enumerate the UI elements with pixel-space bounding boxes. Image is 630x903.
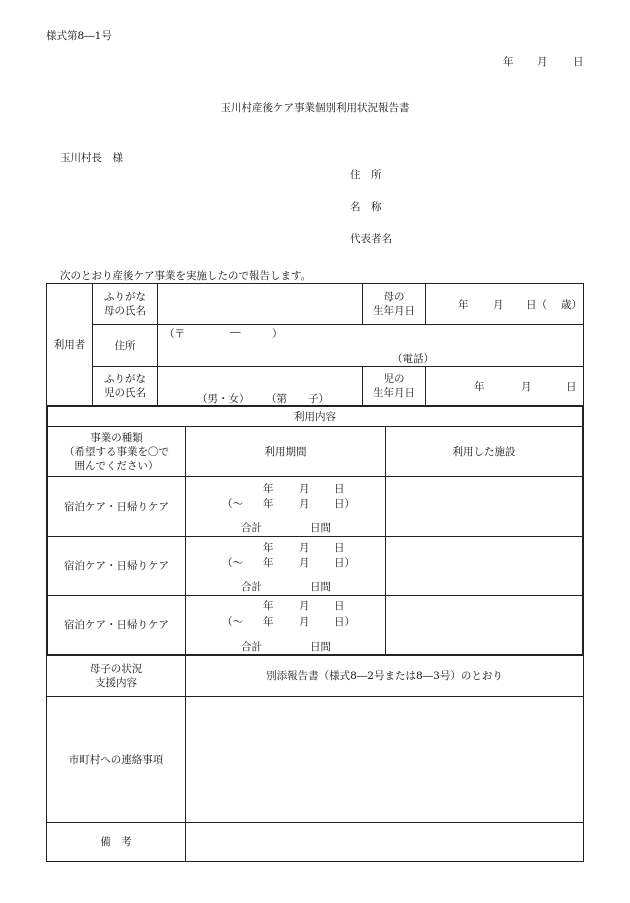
postal-dash: ― — [230, 326, 241, 338]
mother-dob-day: 日（ — [526, 299, 547, 311]
row-3-to-month: 月 — [299, 616, 310, 628]
row-2-tilde: （～ — [222, 557, 243, 569]
usage-header: 利用内容 — [294, 410, 336, 423]
row-1-to-month: 月 — [299, 498, 310, 510]
usage-row-2-type[interactable]: 宿泊ケア・日帰りケア — [64, 560, 169, 572]
document-title: 玉川村産後ケア事業個別利用状況報告書 — [220, 102, 410, 114]
row-3-to-day: 日） — [334, 616, 355, 628]
birth-order-open: （第 — [266, 393, 287, 405]
row-1-month: 月 — [299, 483, 310, 495]
row-1-days: 日間 — [310, 522, 331, 534]
contact-input[interactable] — [186, 697, 583, 822]
usage-col-type-2: （希望する事業を〇で — [64, 445, 169, 458]
child-dob-year: 年 — [474, 381, 485, 393]
mother-dob-label-2: 生年月日 — [373, 305, 415, 317]
contact-label: 市町村への連絡事項 — [68, 753, 164, 766]
phone-label: （電話） — [392, 353, 434, 365]
row-1-day: 日 — [334, 483, 345, 495]
addressee: 玉川村長 様 — [60, 152, 123, 164]
support-label-2: 支援内容 — [95, 677, 137, 689]
row-2-year: 年 — [263, 542, 274, 554]
row-3-tilde: （～ — [222, 616, 243, 628]
address-label: 住所 — [114, 339, 136, 352]
usage-row-3-type[interactable]: 宿泊ケア・日帰りケア — [64, 619, 169, 631]
row-2-day: 日 — [334, 542, 345, 554]
mother-dob-month: 月 — [493, 299, 504, 311]
support-label-1: 母子の状況 — [89, 663, 143, 675]
reporter-address-label: 住 所 — [350, 169, 382, 181]
mother-name-label — [93, 284, 157, 324]
child-dob-month: 月 — [521, 381, 532, 393]
date-month-label: 月 — [537, 56, 548, 68]
child-name-label — [93, 367, 157, 405]
child-dob-day: 日 — [566, 381, 577, 393]
child-dob-label-1: 児の — [383, 373, 405, 385]
remarks-label: 備 考 — [100, 836, 132, 848]
row-2-month: 月 — [299, 542, 310, 554]
support-label — [47, 656, 185, 696]
row-3-to-year: 年 — [263, 616, 274, 628]
child-dob-label-2: 生年月日 — [373, 387, 415, 399]
remarks-input[interactable] — [186, 823, 583, 861]
row-3-total: 合計 — [241, 641, 262, 653]
row-3-year: 年 — [263, 600, 274, 612]
row-3-day: 日 — [334, 600, 345, 612]
mother-name-text: 母の氏名 — [104, 305, 146, 317]
mother-dob-label — [363, 284, 425, 324]
usage-row-3-facility[interactable] — [386, 596, 582, 654]
date-day-label: 日 — [573, 56, 584, 68]
row-2-to-year: 年 — [263, 557, 274, 569]
row-1-year: 年 — [263, 483, 274, 495]
row-1-to-day: 日） — [334, 498, 355, 510]
row-2-to-month: 月 — [299, 557, 310, 569]
usage-col-facility: 利用した施設 — [452, 445, 516, 458]
usage-row-2-facility[interactable] — [386, 537, 582, 595]
postal-open: （〒 — [164, 328, 185, 340]
row-3-days: 日間 — [310, 641, 331, 653]
usage-col-type — [48, 427, 185, 476]
mother-furigana-label: ふりがな — [104, 291, 146, 303]
reporter-name-label: 名 称 — [350, 201, 382, 213]
mother-dob-year: 年 — [458, 299, 469, 311]
row-2-days: 日間 — [310, 581, 331, 593]
row-1-total: 合計 — [241, 522, 262, 534]
postal-close: ） — [272, 328, 283, 340]
row-1-to-year: 年 — [263, 498, 274, 510]
usage-row-1-facility[interactable] — [386, 477, 582, 536]
child-name-text: 児の氏名 — [104, 387, 146, 399]
birth-order-close: 子） — [308, 393, 329, 405]
user-label: 利用者 — [53, 338, 86, 351]
usage-col-type-3: 囲んでください） — [74, 459, 159, 472]
row-1-tilde: （～ — [222, 498, 243, 510]
usage-col-type-1: 事業の種類 — [90, 431, 143, 444]
support-value: 別添報告書（様式8―2号または8―3号）のとおり — [266, 670, 503, 682]
usage-col-period: 利用期間 — [264, 445, 307, 458]
date-year-label: 年 — [503, 56, 514, 68]
child-dob-label — [363, 367, 425, 405]
reporter-representative-label: 代表者名 — [350, 233, 392, 245]
form-number: 様式第8―1号 — [46, 30, 112, 42]
child-furigana-label: ふりがな — [104, 373, 146, 385]
usage-row-1-type[interactable]: 宿泊ケア・日帰りケア — [64, 500, 169, 513]
mother-dob-label-1: 母の — [383, 291, 405, 303]
row-3-month: 月 — [299, 600, 310, 612]
child-gender: （男・女） — [197, 393, 250, 405]
row-2-total: 合計 — [241, 581, 262, 593]
intro-text: 次のとおり産後ケア事業を実施したので報告します。 — [60, 270, 312, 282]
mother-age: 歳） — [561, 299, 582, 311]
row-2-to-day: 日） — [334, 557, 355, 569]
mother-name-input[interactable] — [158, 284, 362, 324]
